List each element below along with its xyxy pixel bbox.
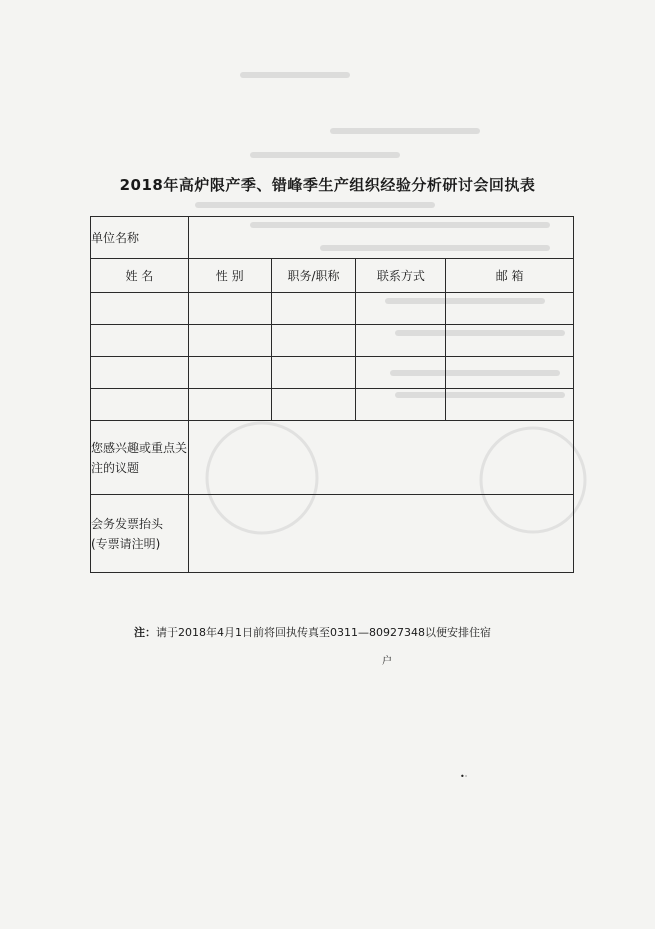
invoice-label-line1: 会务发票抬头 <box>91 516 164 531</box>
invoice-field[interactable] <box>188 495 573 573</box>
col-header-name: 姓 名 <box>91 259 189 293</box>
cell-position[interactable] <box>271 389 356 421</box>
cell-email[interactable] <box>446 357 574 389</box>
table-row <box>91 325 574 357</box>
topics-label: 您感兴趣或重点关注的议题 <box>91 421 189 495</box>
cell-name[interactable] <box>91 325 189 357</box>
receipt-form-table <box>90 216 574 573</box>
speck-mark: •· <box>460 772 468 781</box>
page-title: 2018年高炉限产季、错峰季生产组织经验分析研讨会回执表 <box>119 176 536 194</box>
table-row <box>91 357 574 389</box>
invoice-label-line2: (专票请注明) <box>91 536 161 551</box>
col-header-email: 邮 箱 <box>446 259 574 293</box>
cell-name[interactable] <box>91 293 189 325</box>
cell-position[interactable] <box>271 293 356 325</box>
invoice-label <box>91 495 189 573</box>
col-header-contact: 联系方式 <box>356 259 446 293</box>
cell-email[interactable] <box>446 325 574 357</box>
topics-field[interactable] <box>188 421 573 495</box>
cell-gender[interactable] <box>188 357 271 389</box>
note-text: 请于2018年4月1日前将回执传真至0311—80927348以便安排住宿 <box>156 626 491 639</box>
unit-name-field[interactable] <box>188 217 573 259</box>
cell-position[interactable] <box>271 325 356 357</box>
cell-name[interactable] <box>91 357 189 389</box>
cell-name[interactable] <box>91 389 189 421</box>
cell-email[interactable] <box>446 293 574 325</box>
stray-ink-mark: 户 <box>382 656 392 667</box>
cell-gender[interactable] <box>188 325 271 357</box>
col-header-gender: 性 别 <box>188 259 271 293</box>
col-header-position: 职务/职称 <box>271 259 356 293</box>
note-prefix: 注： <box>134 626 156 639</box>
cell-position[interactable] <box>271 357 356 389</box>
cell-contact[interactable] <box>356 293 446 325</box>
cell-gender[interactable] <box>188 389 271 421</box>
table-row <box>91 389 574 421</box>
cell-contact[interactable] <box>356 325 446 357</box>
cell-email[interactable] <box>446 389 574 421</box>
fax-note <box>134 624 491 640</box>
cell-gender[interactable] <box>188 293 271 325</box>
cell-contact[interactable] <box>356 357 446 389</box>
cell-contact[interactable] <box>356 389 446 421</box>
table-row <box>91 293 574 325</box>
unit-name-label: 单位名称 <box>91 217 189 259</box>
